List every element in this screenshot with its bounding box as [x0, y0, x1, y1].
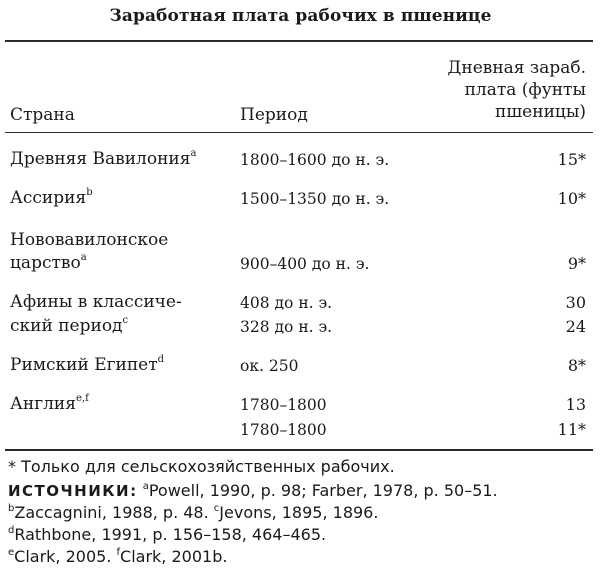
footnote-marker: c — [213, 503, 220, 514]
footnote-marker: e,f — [75, 393, 89, 404]
footnote-marker: d — [157, 354, 165, 365]
cell-period: ок. 250 — [240, 357, 299, 375]
footnote-marker: b — [86, 187, 93, 198]
country-name: Древняя Вавилония — [10, 149, 191, 169]
asterisk-note: * Только для сельскохозяйственных рабочих. — [8, 457, 395, 476]
cell-country: Афины в классиче- — [10, 292, 182, 312]
footnote-marker: a — [80, 252, 87, 263]
country-name: царство — [10, 253, 81, 273]
country-name: Англия — [10, 394, 76, 414]
header-rule — [5, 132, 593, 133]
footnote-marker: f — [116, 547, 121, 558]
cell-period: 1800–1600 до н. э. — [240, 151, 390, 169]
source-text: Clark, 2001b. — [120, 547, 228, 566]
footnote-marker: a — [190, 148, 197, 159]
cell-period: 1780–1800 — [240, 421, 327, 439]
footnote-marker: a — [142, 481, 149, 492]
footnote-marker: b — [8, 503, 15, 514]
country-name: Римский Египет — [10, 355, 158, 375]
table-title: Заработная плата рабочих в пшенице — [109, 6, 492, 26]
top-rule — [5, 40, 593, 42]
cell-period: 1500–1350 до н. э. — [240, 190, 390, 208]
cell-period: 408 до н. э. — [240, 294, 333, 312]
sources-line — [8, 546, 227, 568]
country-name: Ассирия — [10, 188, 87, 208]
cell-wage: 13 — [565, 395, 586, 414]
source-text: Jevons, 1895, 1896. — [219, 503, 379, 522]
header-wage-line: плата (фунты — [464, 80, 586, 100]
cell-country — [10, 394, 89, 414]
bottom-rule — [5, 449, 593, 451]
footnote-marker: e — [8, 547, 15, 558]
sources-line — [8, 480, 498, 502]
cell-country — [10, 316, 128, 336]
header-country: Страна — [10, 105, 75, 125]
cell-period: 900–400 до н. э. — [240, 255, 370, 273]
cell-period: 1780–1800 — [240, 396, 327, 414]
cell-wage: 8* — [567, 356, 586, 375]
cell-wage: 15* — [557, 150, 586, 169]
cell-wage: 10* — [557, 189, 586, 208]
country-name: ский период — [10, 316, 123, 336]
footnote-marker: d — [8, 525, 15, 536]
header-wage-line: Дневная зараб. — [447, 58, 586, 78]
source-text: Clark, 2005. — [14, 547, 112, 566]
cell-period: 328 до н. э. — [240, 318, 333, 336]
cell-country — [10, 149, 196, 169]
source-text: Zaccagnini, 1988, p. 48. — [14, 503, 209, 522]
cell-wage: 9* — [567, 254, 586, 273]
source-text: Powell, 1990, p. 98; Farber, 1978, p. 50–51. — [148, 481, 498, 500]
cell-wage: 11* — [557, 420, 586, 439]
cell-wage: 30 — [565, 293, 586, 312]
sources-line — [8, 502, 378, 524]
header-wage — [448, 57, 586, 123]
cell-country: Нововавилонское — [10, 230, 169, 250]
header-period: Период — [240, 105, 308, 125]
cell-country — [10, 253, 87, 273]
sources-line — [8, 524, 326, 546]
footnote-marker: c — [122, 315, 129, 326]
cell-country — [10, 188, 93, 208]
cell-wage: 24 — [565, 317, 586, 336]
header-wage-line: пшеницы) — [495, 102, 586, 122]
source-text: Rathbone, 1991, p. 156–158, 464–465. — [14, 525, 327, 544]
sources-label: ИСТОЧНИКИ: — [8, 482, 138, 500]
cell-country — [10, 355, 164, 375]
